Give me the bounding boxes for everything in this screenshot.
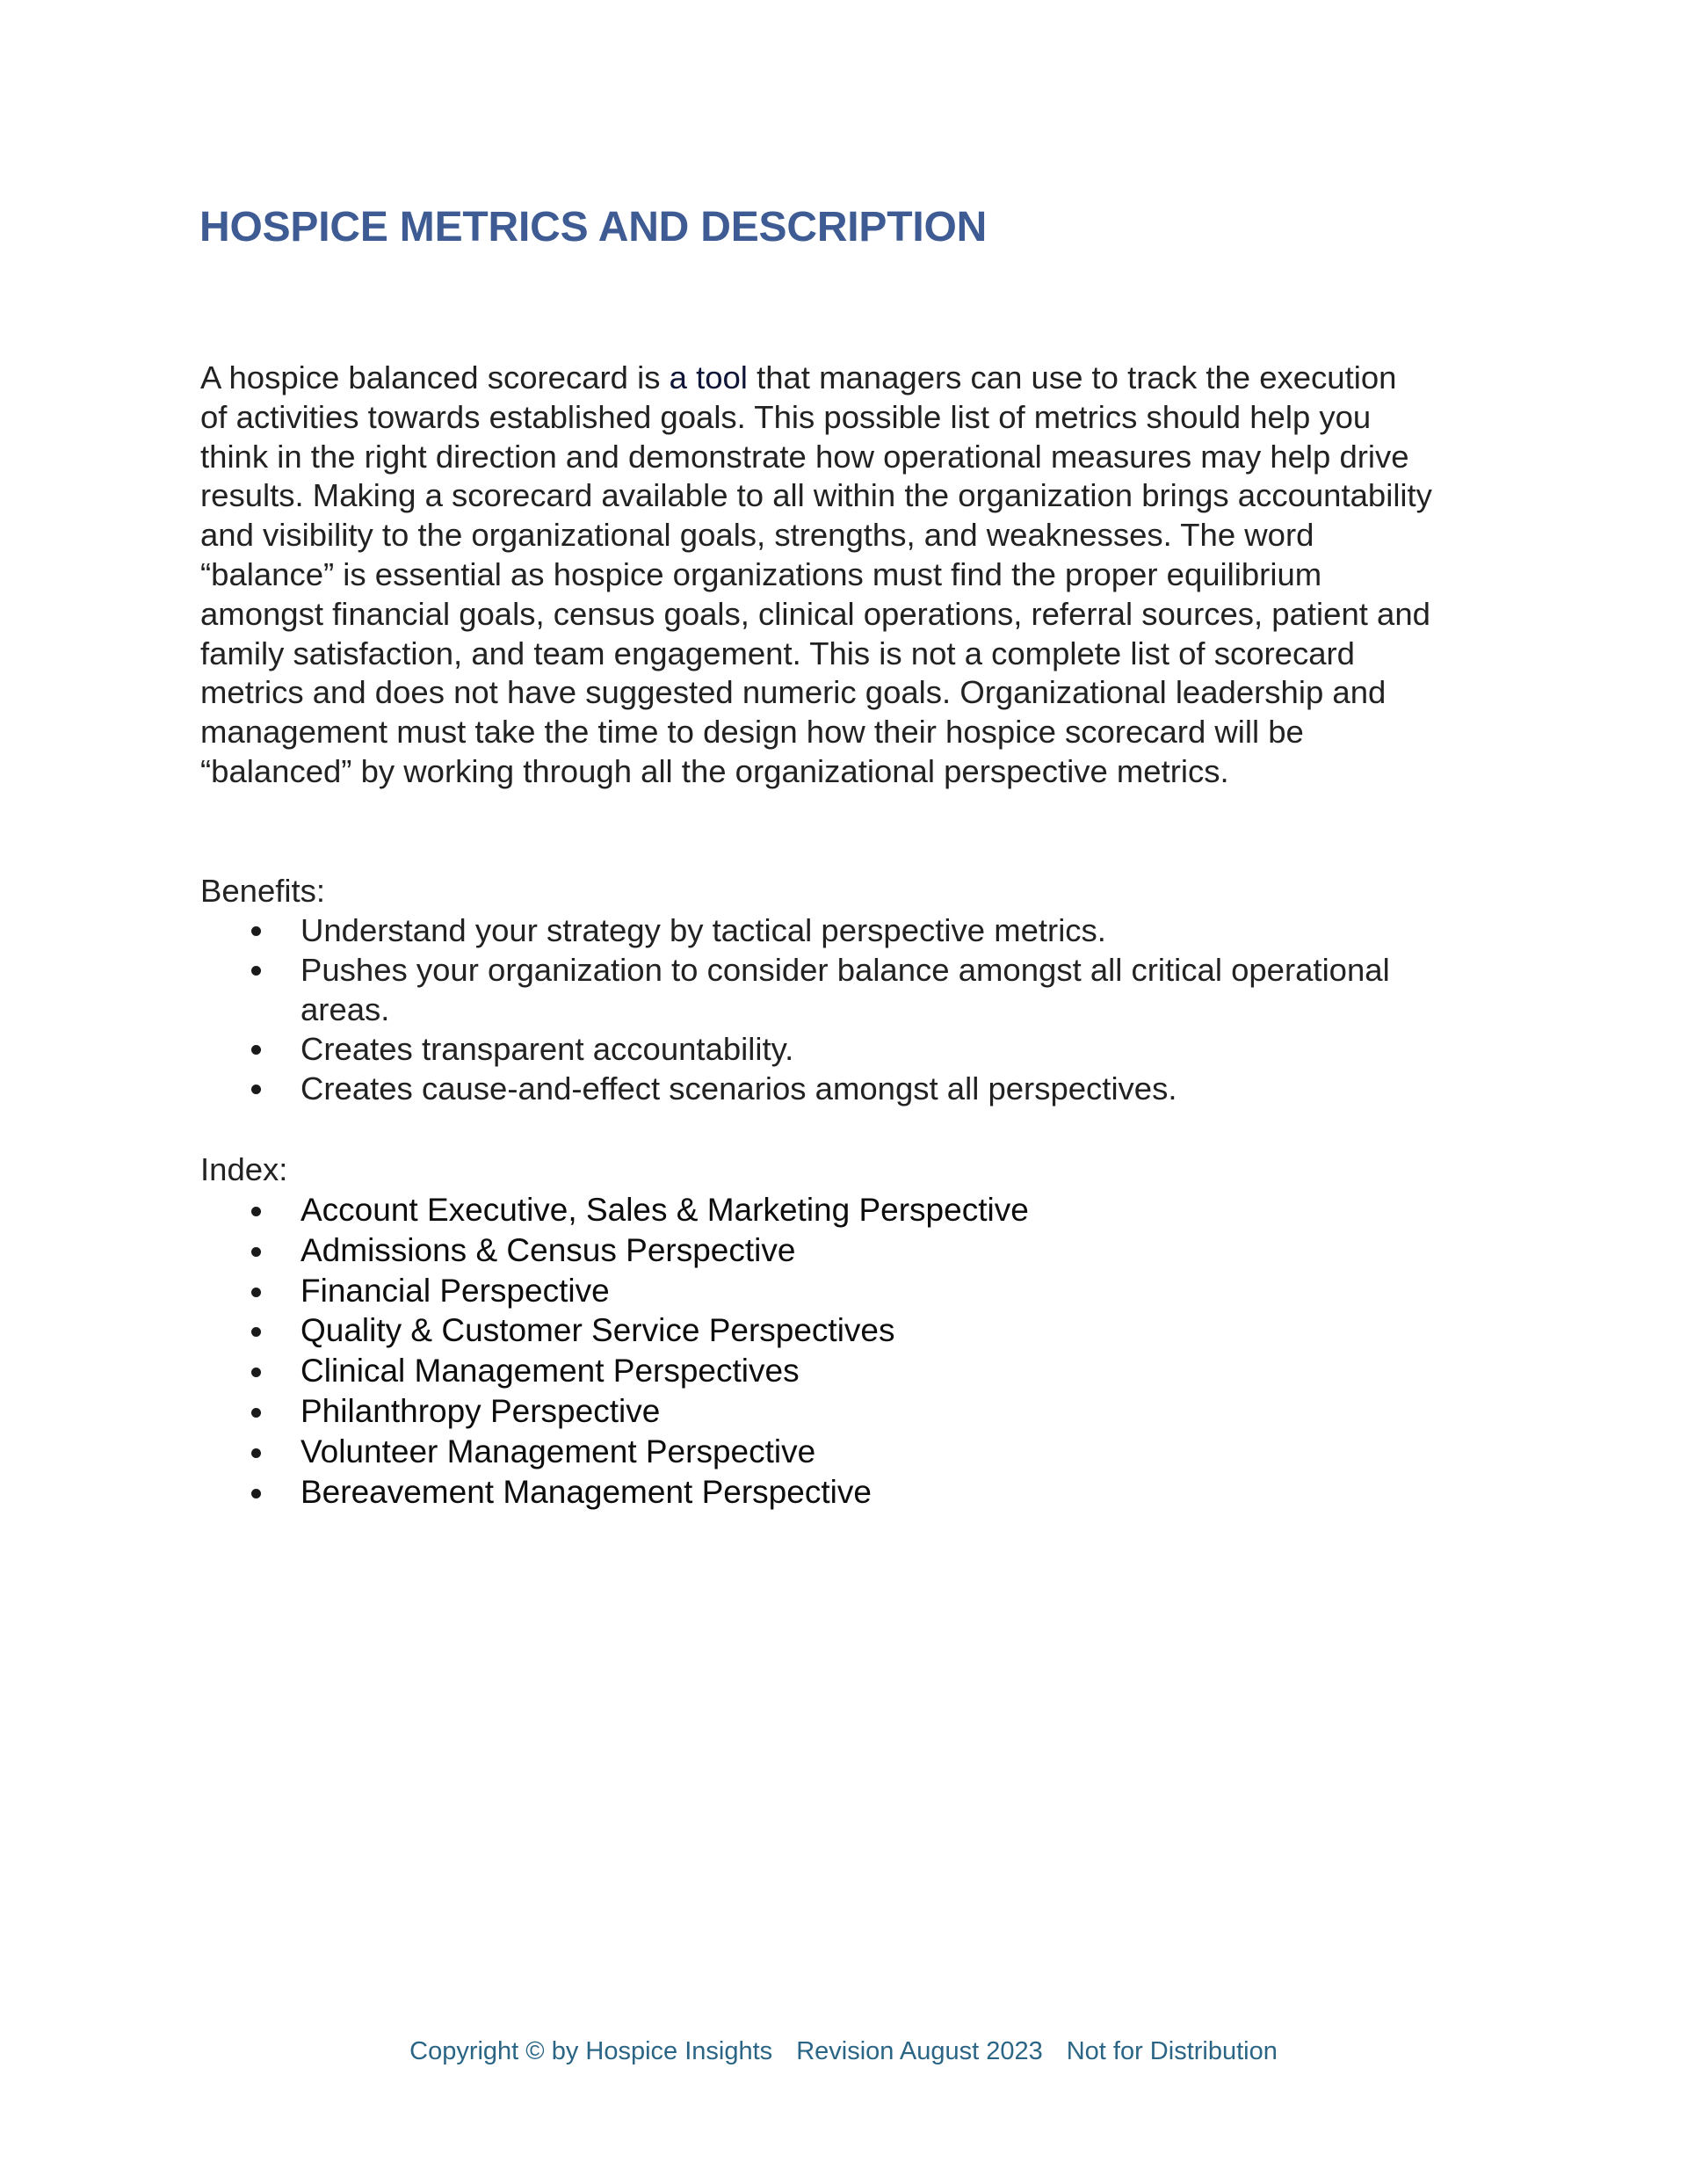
index-item-text: Quality & Customer Service Perspectives <box>300 1312 895 1349</box>
intro-line: “balance” is essential as hospice organizations must find the proper equilibrium <box>200 555 1322 592</box>
index-item-text: Bereavement Management Perspective <box>300 1473 872 1510</box>
footer-copyright: Copyright © by Hospice Insights <box>409 2037 773 2065</box>
bullet-icon <box>251 1085 261 1094</box>
index-item <box>200 1310 1029 1351</box>
intro-line: of activities towards established goals. This possible list of metrics should help you <box>200 398 1372 435</box>
index-item-text: Financial Perspective <box>300 1272 610 1309</box>
bullet-icon <box>251 926 261 936</box>
index-item <box>200 1230 1029 1271</box>
intro-line: results. Making a scorecard available to all within the organization brings accountability <box>200 477 1432 514</box>
bullet-icon <box>251 1448 261 1458</box>
intro-line: think in the right direction and demonstrate how operational measures may help drive <box>200 438 1409 475</box>
index-list <box>200 1190 1029 1512</box>
intro-paragraph <box>200 359 1432 792</box>
benefit-item <box>200 950 1390 1029</box>
intro-line: “balanced” by working through all the organizational perspective metrics. <box>200 752 1229 789</box>
index-item <box>200 1432 1029 1472</box>
benefit-text: Pushes your organization to consider balance amongst all critical operational <box>300 952 1390 988</box>
index-item <box>200 1271 1029 1311</box>
bullet-icon <box>251 1489 261 1498</box>
bullet-icon <box>251 1408 261 1418</box>
bullet-icon <box>251 1288 261 1297</box>
bullet-icon <box>251 1327 261 1337</box>
index-item-text: Account Executive, Sales & Marketing Perspective <box>300 1192 1029 1228</box>
bullet-icon <box>251 1045 261 1055</box>
page-title: HOSPICE METRICS AND DESCRIPTION <box>199 204 988 250</box>
index-item <box>200 1391 1029 1432</box>
intro-line: metrics and does not have suggested numeric goals. Organizational leadership and <box>200 674 1387 711</box>
highlighted-phrase: a tool <box>669 359 748 395</box>
benefit-item <box>200 1069 1390 1108</box>
index-item <box>200 1351 1029 1391</box>
bullet-icon <box>251 1368 261 1377</box>
benefit-text-continued: areas. <box>300 991 390 1027</box>
index-item-text: Admissions & Census Perspective <box>300 1231 796 1268</box>
bullet-icon <box>251 1247 261 1257</box>
bullet-icon <box>251 1207 261 1216</box>
index-heading: Index: <box>200 1151 288 1187</box>
intro-line: amongst financial goals, census goals, clinical operations, referral sources, patient and <box>200 595 1430 632</box>
index-item-text: Philanthropy Perspective <box>300 1392 661 1429</box>
intro-line: and visibility to the organizational goals, strengths, and weaknesses. The word <box>200 517 1314 554</box>
index-item <box>200 1190 1029 1230</box>
footer-revision: Revision August 2023 <box>796 2037 1043 2065</box>
index-item-text: Volunteer Management Perspective <box>300 1433 816 1469</box>
page-footer <box>0 2035 1687 2067</box>
index-item-text: Clinical Management Perspectives <box>300 1353 800 1389</box>
benefit-item <box>200 911 1390 950</box>
intro-text: A hospice balanced scorecard is <box>200 359 670 395</box>
benefits-list <box>200 911 1390 1108</box>
benefit-item <box>200 1029 1390 1069</box>
intro-line: management must take the time to design how their hospice scorecard will be <box>200 714 1304 751</box>
benefit-text: Creates cause-and-effect scenarios amongst all perspectives. <box>300 1070 1177 1107</box>
benefit-text: Creates transparent accountability. <box>300 1031 794 1067</box>
footer-notice: Not for Distribution <box>1066 2037 1278 2065</box>
intro-text: that managers can use to track the execution <box>747 359 1397 395</box>
bullet-icon <box>251 966 261 976</box>
intro-line: family satisfaction, and team engagement. This is not a complete list of scorecard <box>200 635 1355 671</box>
index-item <box>200 1472 1029 1513</box>
benefits-heading: Benefits: <box>200 873 326 909</box>
intro-line <box>200 359 1432 398</box>
benefit-text: Understand your strategy by tactical perspective metrics. <box>300 912 1106 948</box>
